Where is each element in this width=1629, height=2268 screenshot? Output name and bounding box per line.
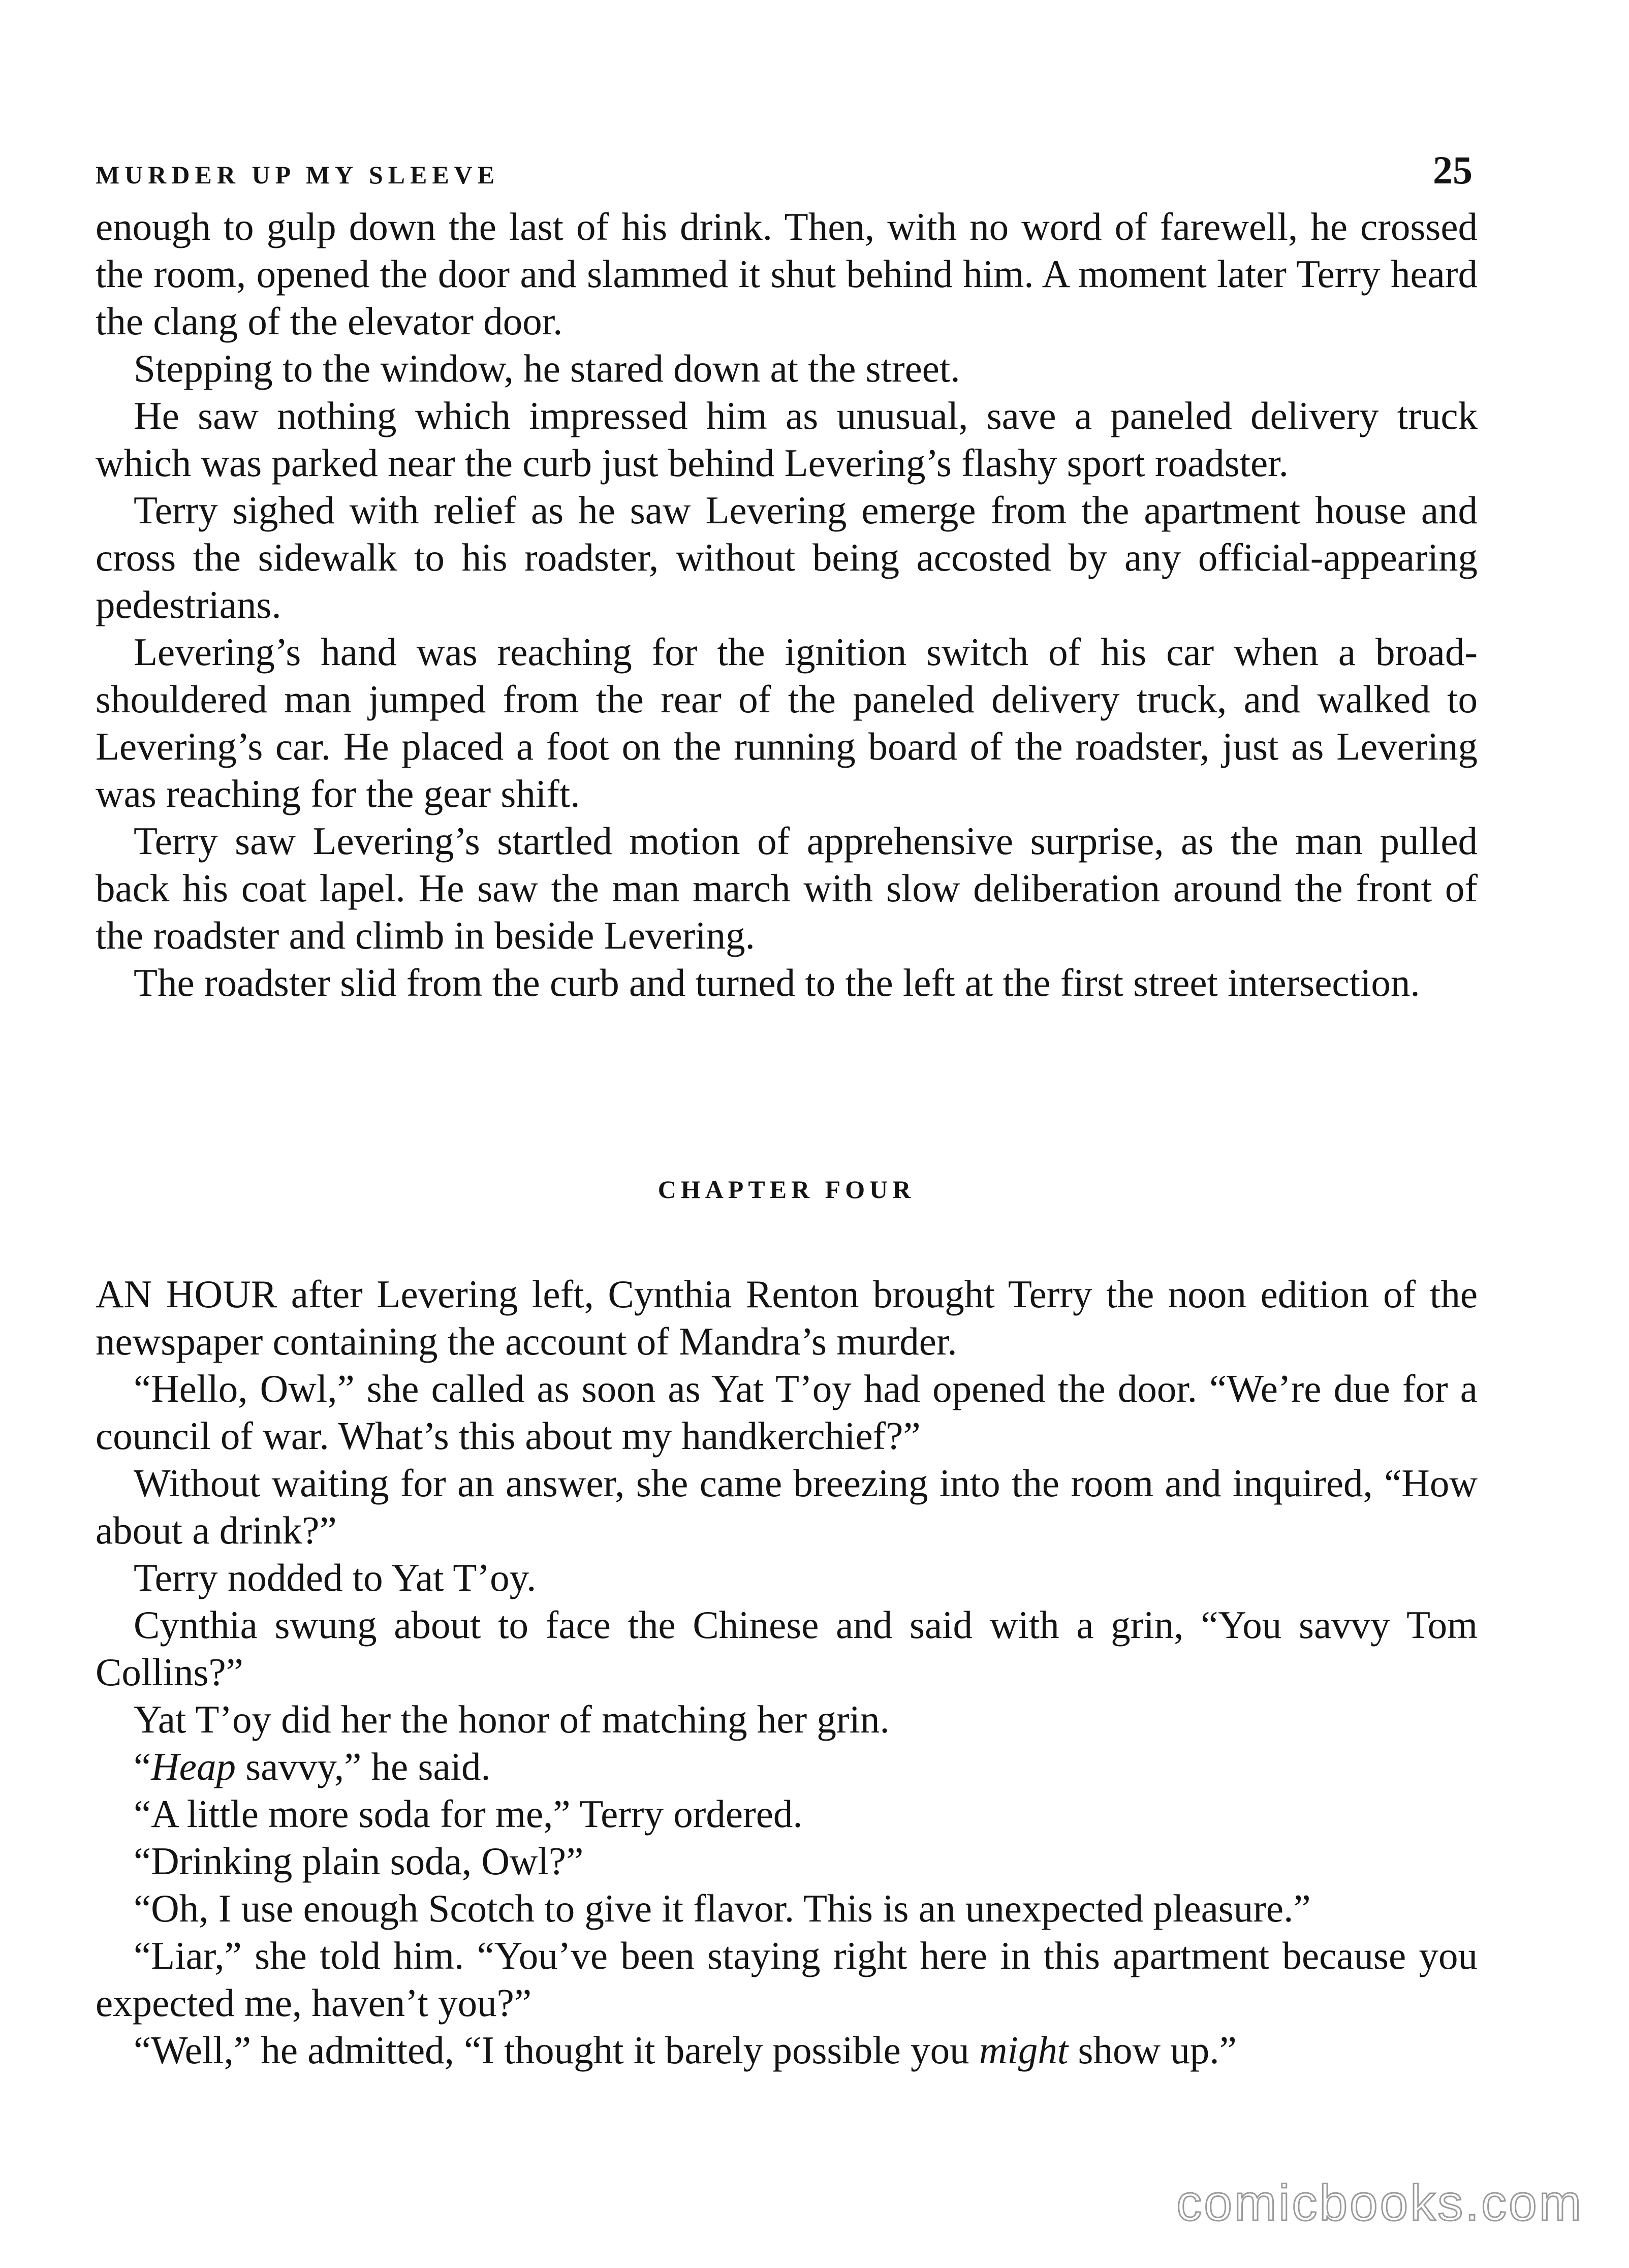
paragraph: Terry sighed with relief as he saw Levering emerge from the apartment house and cross the sidewalk to his roadster, without being accosted by any official-appearing pedestrians. bbox=[96, 488, 1478, 626]
running-head bbox=[96, 147, 1478, 203]
paragraph: “Drinking plain soda, Owl?” bbox=[134, 1839, 584, 1883]
paragraph bbox=[96, 1743, 1478, 1790]
paragraph: “Liar,” she told him. “You’ve been staying right here in this apartment because you expected me, haven’t you?” bbox=[96, 1934, 1478, 2025]
book-page bbox=[96, 147, 1478, 2074]
paragraph-text: show up.” bbox=[1068, 2028, 1237, 2072]
body-text-section-2 bbox=[96, 1271, 1478, 2074]
body-text-section-1 bbox=[96, 203, 1478, 1006]
watermark-logo: comicbooks.com bbox=[1176, 2175, 1583, 2231]
paragraph: enough to gulp down the last of his drink. Then, with no word of farewell, he crossed the room, opened the door and slammed it shut behind him. A moment later Terry heard the clang of the elevator door. bbox=[96, 205, 1478, 343]
italic-word: Heap bbox=[151, 1745, 236, 1788]
chapter-spacer bbox=[96, 1006, 1478, 1174]
paragraph: “A little more soda for me,” Terry ordered. bbox=[134, 1792, 803, 1836]
paragraph: Levering’s hand was reaching for the ignition switch of his car when a broad-shouldered man jumped from the rear of the paneled delivery truck, and walked to Levering’s car. He placed a foot on the running board of the roadster, just as Levering was reaching for the gear shift. bbox=[96, 630, 1478, 815]
italic-word: might bbox=[979, 2028, 1069, 2072]
paragraph: He saw nothing which impressed him as unusual, save a paneled delivery truck which was parked near the curb just behind Levering’s flashy sport roadster. bbox=[96, 394, 1478, 485]
paragraph: Terry nodded to Yat T’oy. bbox=[134, 1556, 537, 1599]
chapter-title: CHAPTER FOUR bbox=[657, 1175, 916, 1204]
paragraph: The roadster slid from the curb and turned to the left at the first street intersection. bbox=[134, 961, 1420, 1004]
paragraph-text: savvy,” he said. bbox=[235, 1745, 491, 1788]
opening-small-caps: AN HOUR bbox=[96, 1272, 277, 1316]
paragraph bbox=[96, 2027, 1478, 2074]
paragraph: Terry saw Levering’s startled motion of apprehensive surprise, as the man pulled back his coat lapel. He saw the man march with slow deliberation around the front of the roadster and climb in beside Levering. bbox=[96, 819, 1478, 957]
page-number: 25 bbox=[1433, 148, 1473, 192]
paragraph: Yat T’oy did her the honor of matching her grin. bbox=[134, 1697, 890, 1741]
paragraph-text: after Levering left, Cynthia Renton brought Terry the noon edition of the newspaper containing the account of Mandra’s murder. bbox=[96, 1272, 1478, 1363]
paragraph: “Oh, I use enough Scotch to give it flavor. This is an unexpected pleasure.” bbox=[134, 1886, 1311, 1930]
paragraph-text: “Well,” he admitted, “I thought it barely possible you bbox=[134, 2028, 979, 2072]
paragraph: Stepping to the window, he stared down at the street. bbox=[134, 346, 960, 390]
chapter-spacer bbox=[96, 1250, 1478, 1271]
paragraph: Without waiting for an answer, she came breezing into the room and inquired, “How about a drink?” bbox=[96, 1461, 1478, 1552]
paragraph-text: “ bbox=[134, 1745, 151, 1788]
chapter-opening-paragraph bbox=[96, 1271, 1478, 1365]
paragraph: “Hello, Owl,” she called as soon as Yat T’oy had opened the door. “We’re due for a council of war. What’s this about my handkerchief?” bbox=[96, 1367, 1478, 1458]
paragraph: Cynthia swung about to face the Chinese and said with a grin, “You savvy Tom Collins?” bbox=[96, 1603, 1478, 1694]
running-title: MURDER UP MY SLEEVE bbox=[96, 161, 500, 189]
